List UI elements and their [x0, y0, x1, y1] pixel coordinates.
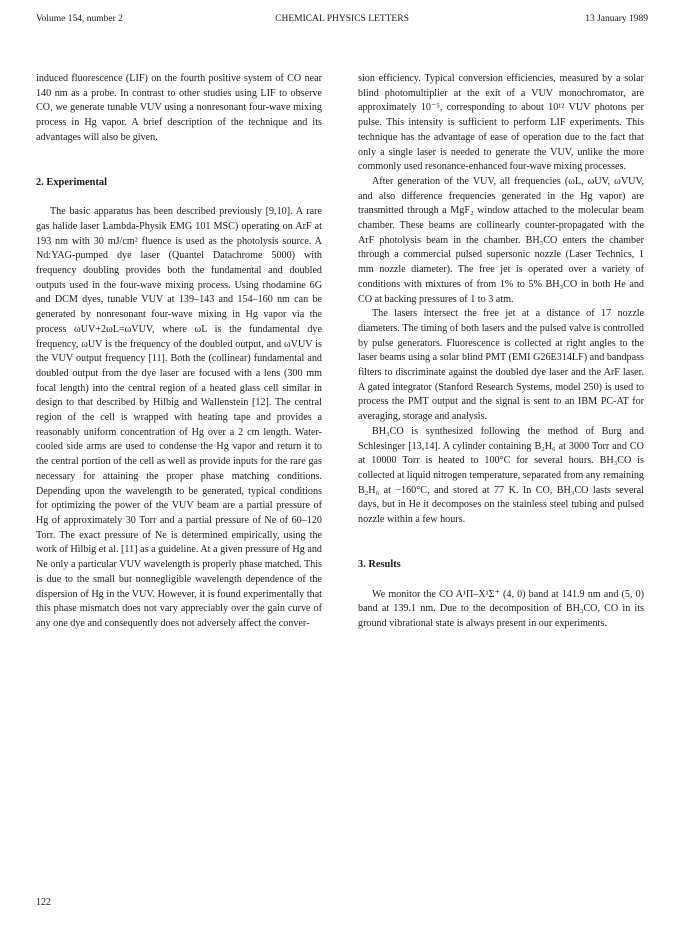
left-column [36, 72, 322, 632]
section-heading-results: 3. Results [358, 558, 401, 570]
intro-paragraph: induced fluorescence (LIF) on the fourth positive system of CO near 140 nm as a probe. In contrast to other studies using LIF to observe CO, we generate tunable VUV using a nonresonant four-wave mixing process in Hg vapor. A brief description of the technique and its advantages will also be given. [36, 73, 322, 143]
issue-date: 13 January 1989 [585, 14, 648, 24]
section-heading-experimental: 2. Experimental [36, 176, 107, 188]
page-number: 122 [36, 897, 51, 908]
volume-info: Volume 154, number 2 [36, 14, 123, 24]
results-paragraph: We monitor the CO A¹Π–X¹Σ⁺ (4, 0) band at 141.9 nm and (5, 0) band at 139.1 nm. Due to the decomposition of BH₃CO, CO in its ground vibrational state is always present in our experiments. [358, 588, 644, 629]
lasers-paragraph: The lasers intersect the free jet at a distance of 17 nozzle diameters. The timing of both lasers and the pulsed valve is controlled by pulse generators. Fluorescence is collected at right angles to the laser beams using a solar blind PMT (EMI G26E314LF) and bandpass filters to discriminate against the doubled dye laser and the ArF laser. A gated integrator (Stanford Research Systems, model 250) is used to process the PMT output and the signal is sent to an IBM PC-AT for averaging, storage and analysis. [358, 308, 644, 423]
conversion-paragraph: sion efficiency. Typical conversion efficiencies, measured by a solar blind photomultiplier at the exit of a VUV monochromator, are approximately 10⁻⁵, corresponding to about 10¹² VUV photons per pulse. This intensity is sufficient to perform LIF experiments. This technique has the advantage of ease of operation due to the fact that only a single laser is needed to generate the VUV, unlike the more commonly used resonance-enhanced four-wave mixing processes. [358, 73, 644, 173]
right-column [358, 72, 644, 632]
synthesis-paragraph: BH₃CO is synthesized following the method of Burg and Schlesinger [13,14]. A cylinder containing B₂H₆ at 3000 Torr and CO at 10000 Torr is heated to 100°C for several hours. BH₃CO is collected at liquid nitrogen temperature, separated from any remaining B₂H₆ at −160°C, and stored at 77 K. In CO, BH₃CO lasts several days, but in He it decomposes on the stainless steel tubing and pulsed nozzle within a few hours. [358, 425, 644, 526]
running-header [36, 14, 648, 28]
beam-paragraph: After generation of the VUV, all frequencies (ωL, ωUV, ωVUV, and also difference frequencies generated in the Hg vapor) are transmitted through a MgF₂ window attached to the molecular beam chamber. These beams are collinearly counter-propagated with the ArF photolysis beam in the chamber. BH₃CO enters the chamber through a commercial pulsed supersonic nozzle (Laser Technics, 1 mm nozzle diameter). The free jet is operated over a variety of conditions with mixtures of from 1% to 5% BH₃CO in both He and CO at backing pressures of 1 to 3 atm. [358, 175, 644, 305]
journal-title: CHEMICAL PHYSICS LETTERS [275, 14, 409, 24]
experimental-paragraph: The basic apparatus has been described previously [9,10]. A rare gas halide laser Lambda-Physik EMG 101 MSC) operating on ArF at 193 nm with 30 mJ/cm² fluence is used as the photolysis source. A Nd:YAG-pumped dye laser (Quantel Datachrome 5000) with frequency doubling provides both the fundamental and doubled outputs used in the four-wave mixing process. Using rhodamine 6G and DCM dyes, tunable VUV at 139–143 and 154–160 nm can be generated by nonresonant four-wave mixing in Hg vapor via the process ωUV+2ωL=ωVUV, where ωL is the fundamental dye frequency, ωUV is the frequency of the doubled output, and ωVUV is the VUV output frequency [11]. Both the (collinear) fundamental and doubled output from the dye laser are focused with a lens (300 mm focal length) into the central region of a heated glass cell similar in design to that described by Hilbig and Wallenstein [12]. The central region of the cell is wrapped with heating tape and provides a reasonably uniform concentration of Hg over a 2 cm length. Water-cooled side arms are used to condense the Hg vapor and return it to the central portion of the cell as well as provide inputs for the rare gas necessary for attaining the proper phase matching conditions. Depending upon the wavelength to be generated, typical conditions for optimizing the power of the VUV beam are a partial pressure of Hg of approximately 30 Torr and a partial pressure of Ne of 60–120 Torr. The exact pressure of Ne is determined empirically, using the work of Hilbig et al. [11] as a guideline. At a given pressure of Hg and Ne only a particular VUV wavelength is properly phase matched. This is due to the small but nonnegligible wavelength dependence of the dispersion of Hg in the VUV. However, it is found experimentally that this phase mismatch does not vary appreciably over the gain curve of any one dye and consequently does not adversely affect the conver- [36, 206, 322, 629]
